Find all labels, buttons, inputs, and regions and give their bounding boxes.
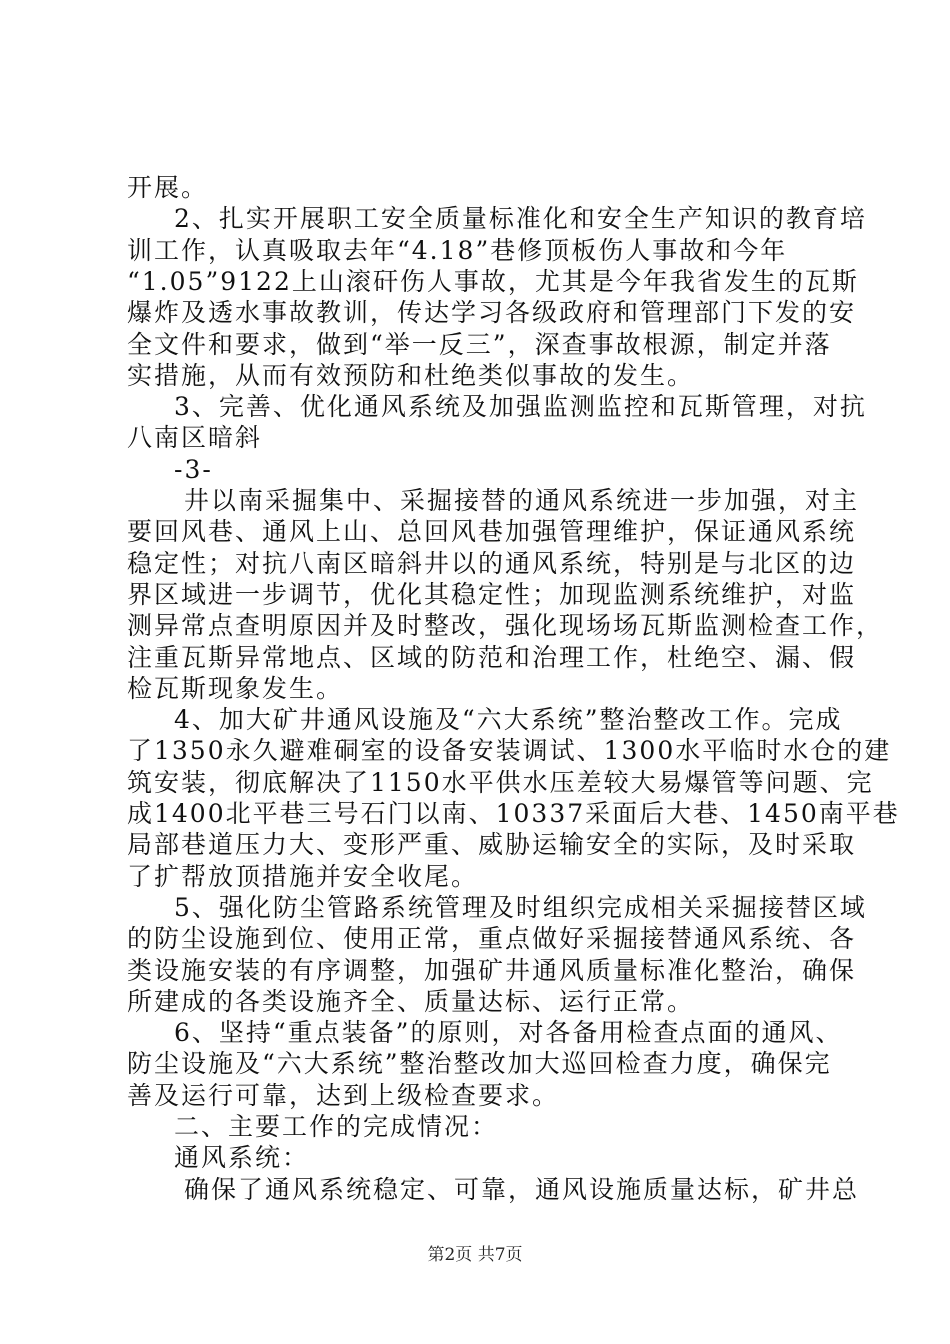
text-line: 要回风巷、通风上山、总回风巷加强管理维护，保证通风系统: [127, 517, 857, 546]
text-line: 6、坚持“重点装备”的原则，对各备用检查点面的通风、: [174, 1018, 843, 1047]
text-line: 训工作，认真吸取去年“4.18”巷修顶板伤人事故和今年: [127, 236, 788, 265]
text-line: 界区域进一步调节，优化其稳定性；加现监测系统维护，对监: [127, 580, 857, 609]
text-line: 了1350永久避难硐室的设备安装调试、1300水平临时水仓的建: [127, 736, 892, 765]
text-line: 八南区暗斜: [127, 423, 263, 452]
subsection-heading: 通风系统：: [174, 1143, 310, 1172]
text-line: 所建成的各类设施齐全、质量达标、运行正常。: [127, 987, 695, 1016]
text-line: 全文件和要求，做到“举一反三”，深查事故根源，制定并落: [127, 330, 832, 359]
text-line: 4、加大矿井通风设施及“六大系统”整治整改工作。完成: [174, 705, 843, 734]
text-line: 3、完善、优化通风系统及加强监测监控和瓦斯管理，对抗: [174, 392, 867, 421]
text-line: 善及运行可靠，达到上级检查要求。: [127, 1081, 560, 1110]
page-footer: 第2页 共7页: [427, 1245, 523, 1265]
text-line: 局部巷道压力大、变形严重、威胁运输安全的实际，及时采取: [127, 830, 857, 859]
text-line: 稳定性；对抗八南区暗斜井以的通风系统，特别是与北区的边: [127, 549, 857, 578]
text-line: 井以南采掘集中、采掘接替的通风系统进一步加强，对主: [184, 486, 860, 515]
text-line: 开展。: [127, 173, 209, 202]
text-line: 防尘设施及“六大系统”整治整改加大巡回检查力度，确保完: [127, 1049, 832, 1078]
text-line: “1.05”9122上山滚矸伤人事故，尤其是今年我省发生的瓦斯: [127, 267, 859, 296]
text-line: 注重瓦斯异常地点、区域的防范和治理工作，杜绝空、漏、假: [127, 643, 857, 672]
text-line: 检瓦斯现象发生。: [127, 674, 344, 703]
text-line: 确保了通风系统稳定、可靠，通风设施质量达标，矿井总: [184, 1175, 860, 1204]
section-heading: 二、主要工作的完成情况：: [174, 1112, 499, 1141]
text-line: 2、扎实开展职工安全质量标准化和安全生产知识的教育培: [174, 204, 867, 233]
text-line: 爆炸及透水事故教训，传达学习各级政府和管理部门下发的安: [127, 298, 857, 327]
page-marker: -3-: [174, 455, 213, 484]
text-line: 实措施，从而有效预防和杜绝类似事故的发生。: [127, 361, 695, 390]
text-line: 测异常点查明原因并及时整改，强化现场场瓦斯监测检查工作，: [127, 611, 884, 640]
text-line: 成1400北平巷三号石门以南、10337采面后大巷、1450南平巷: [127, 799, 900, 828]
text-line: 的防尘设施到位、使用正常，重点做好采掘接替通风系统、各: [127, 924, 857, 953]
text-line: 了扩帮放顶措施并安全收尾。: [127, 862, 479, 891]
text-line: 筑安装，彻底解决了1150水平供水压差较大易爆管等问题、完: [127, 768, 874, 797]
text-line: 5、强化防尘管路系统管理及时组织完成相关采掘接替区域: [174, 893, 867, 922]
text-line: 类设施安装的有序调整，加强矿井通风质量标准化整治，确保: [127, 956, 857, 985]
